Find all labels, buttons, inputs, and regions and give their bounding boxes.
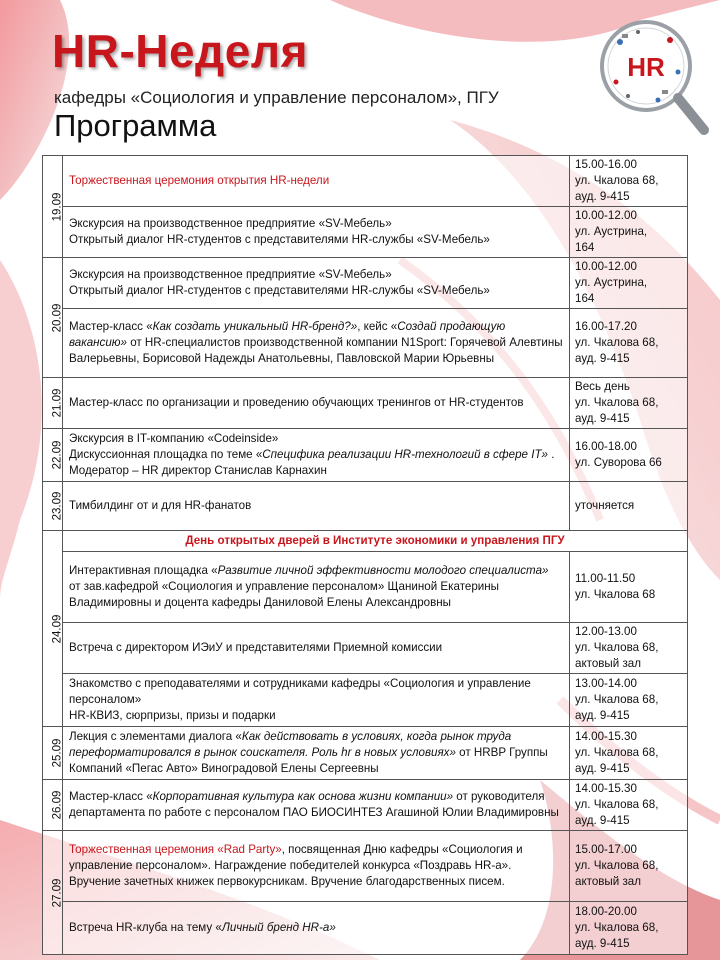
open-day-banner: День открытых дверей в Институте экономики и управления ПГУ: [63, 531, 688, 552]
table-row: [43, 831, 688, 902]
location-cell: [570, 207, 688, 258]
location-cell: [570, 780, 688, 831]
event-time: 13.00-14.00: [575, 677, 637, 690]
program-heading: Программа: [54, 108, 217, 143]
table-row: [43, 552, 688, 623]
date-cell: [43, 378, 63, 429]
event-time: 14.00-15.30: [575, 782, 637, 795]
event-time: 16.00-17.20: [575, 320, 637, 333]
event-text: от HR-специалистов производственной компании N1Sport: Горячевой Алевтины Валерьевны, Борисовой Надежды Анатольевны, Павловской Марии Юрьевны: [69, 336, 563, 365]
event-text: Тимбилдинг от и для HR-фанатов: [69, 499, 252, 512]
event-time: 12.00-13.00: [575, 625, 637, 638]
event-room: актовый зал: [575, 875, 641, 888]
event-room: актовый зал: [575, 657, 641, 670]
event-room: ауд. 9-415: [575, 937, 630, 950]
event-time: 14.00-15.30: [575, 730, 637, 743]
event-room: 164: [575, 292, 595, 305]
event-text: Экскурсия в IT-компанию «Codeinside»: [69, 432, 279, 445]
date-cell: [43, 482, 63, 531]
date-cell: [43, 258, 63, 378]
event-cell: [63, 552, 570, 623]
event-cell: [63, 902, 570, 955]
event-text: Торжественная церемония открытия HR-недели: [69, 174, 330, 187]
date-label: 20.09: [51, 303, 64, 332]
event-place: ул. Чкалова 68,: [575, 641, 659, 654]
date-label: 22.09: [51, 440, 64, 470]
event-place: ул. Чкалова 68,: [575, 746, 659, 759]
date-cell: [43, 429, 63, 482]
event-place: ул. Чкалова 68,: [575, 798, 659, 811]
event-room: ауд. 9-415: [575, 412, 630, 425]
event-cell: [63, 623, 570, 674]
event-room: ауд. 9-415: [575, 190, 630, 203]
event-text: Встреча с директором ИЭиУ и представителями Приемной комиссии: [69, 641, 443, 654]
event-cell: [63, 482, 570, 531]
date-label: 21.09: [51, 388, 64, 418]
date-cell: [43, 156, 63, 258]
event-cell: [63, 156, 570, 207]
page-subtitle: кафедры «Социология и управление персоналом», ПГУ: [54, 88, 499, 107]
event-text: Знакомство с преподавателями и сотрудниками кафедры «Социология и управление персоналом»: [69, 677, 531, 706]
event-text-italic: Корпоративная культура как основа жизни компании»: [152, 790, 454, 803]
event-place: ул. Аустрина,: [575, 225, 648, 238]
event-time: 10.00-12.00: [575, 260, 637, 273]
location-cell: [570, 429, 688, 482]
location-cell: [570, 378, 688, 429]
event-time: 15.00-16.00: [575, 158, 637, 171]
event-text: от зав.кафедрой «Социология и управление персоналом» Щаниной Екатерины Владимировны и доцента кафедры Даниловой Елены Александровны: [69, 580, 499, 609]
page-title: HR-Неделя: [52, 25, 308, 77]
event-place: ул. Чкалова 68,: [575, 693, 659, 706]
event-time: Весь день: [575, 380, 630, 393]
table-row: [43, 902, 688, 955]
location-cell: [570, 258, 688, 309]
event-text: Открытый диалог HR-студентов с представителями HR-службы «SV-Мебель»: [69, 284, 490, 297]
event-room: ауд. 9-415: [575, 709, 630, 722]
date-cell: [43, 831, 63, 955]
table-row: [43, 531, 688, 552]
event-place: ул. Чкалова 68: [575, 588, 656, 601]
event-room: ауд. 9-415: [575, 352, 630, 365]
table-row: [43, 674, 688, 727]
event-room: ауд. 9-415: [575, 814, 630, 827]
event-text-italic: Специфика реализации HR-технологий в сфере IT»: [262, 448, 548, 461]
table-row: [43, 258, 688, 309]
event-time: 15.00-17.00: [575, 843, 637, 856]
event-time: 16.00-18.00: [575, 440, 637, 453]
table-row: [43, 156, 688, 207]
event-cell: [63, 727, 570, 780]
event-text: Интерактивная площадка «: [69, 564, 218, 577]
event-place: ул. Чкалова 68,: [575, 396, 659, 409]
event-text-italic: Личный бренд HR-а»: [221, 921, 336, 934]
table-row: [43, 780, 688, 831]
location-cell: [570, 674, 688, 727]
event-place: ул. Чкалова 68,: [575, 859, 659, 872]
event-text: Лекция с элементами диалога «: [69, 730, 242, 743]
event-room: 164: [575, 241, 595, 254]
table-row: [43, 309, 688, 378]
location-cell: [570, 902, 688, 955]
event-text: HR-КВИЗ, сюрпризы, призы и подарки: [69, 709, 276, 722]
date-cell: [43, 727, 63, 780]
event-text-italic: Развитие личной эффективности молодого специалиста»: [217, 564, 549, 577]
date-label: 24.09: [51, 614, 64, 643]
event-text: от руководителя департамента по работе с персоналом ПАО БИОСИНТЕЗ Агашиной Юлии Владимировны: [69, 790, 559, 819]
date-label: 27.09: [51, 878, 64, 907]
event-time: 10.00-12.00: [575, 209, 637, 222]
date-label: 26.09: [51, 790, 64, 820]
table-row: [43, 482, 688, 531]
event-place: ул. Суворова 66: [575, 456, 662, 469]
event-text: , посвященная Дню кафедры «Социология и управление персоналом». Награждение победителей конкурса «Поздравь HR-а». Вручение зачетных книжек первокурсникам. Вручение благодарственных писем.: [69, 843, 523, 888]
location-cell: [570, 727, 688, 780]
event-text: Мастер-класс «: [69, 320, 153, 333]
event-text-italic: Как создать уникальный HR-бренд?»: [152, 320, 358, 333]
event-text-italic: Как действовать в условиях, когда рынок труда переформатировался в рынок соискателя. Роль hr в новых условиях»: [69, 730, 512, 759]
location-cell: [570, 831, 688, 902]
event-text: Открытый диалог HR-студентов с представителями HR-службы «SV-Мебель»: [69, 233, 490, 246]
event-cell: [63, 309, 570, 378]
event-text: , кейс «: [357, 320, 398, 333]
table-row: [43, 429, 688, 482]
event-cell: [63, 207, 570, 258]
event-cell: [63, 378, 570, 429]
event-text: Экскурсия на производственное предприятие «SV-Мебель»: [69, 268, 392, 281]
event-text: Дискуссионная площадка по теме «: [69, 448, 263, 461]
event-time: 18.00-20.00: [575, 905, 637, 918]
table-row: [43, 727, 688, 780]
date-label: 19.09: [51, 192, 64, 221]
event-cell: [63, 831, 570, 902]
event-text: Мастер-класс «: [69, 790, 153, 803]
date-cell: [43, 531, 63, 727]
logo-text: HR: [627, 52, 665, 82]
date-cell: [43, 780, 63, 831]
event-text: Встреча HR-клуба на тему «: [69, 921, 222, 934]
event-cell: [63, 429, 570, 482]
event-place: ул. Чкалова 68,: [575, 921, 659, 934]
event-cell: [63, 780, 570, 831]
event-place: ул. Чкалова 68,: [575, 336, 659, 349]
event-time: уточняется: [575, 499, 635, 512]
date-label: 25.09: [51, 738, 64, 768]
event-text: от HRBP Группы Компаний «Пегас Авто» Виноградовой Елены Сергеевны: [69, 746, 548, 775]
location-cell: [570, 156, 688, 207]
event-text: . Модератор – HR директор Станислав Карнахин: [69, 448, 555, 477]
location-cell: [570, 552, 688, 623]
event-room: ауд. 9-415: [575, 762, 630, 775]
event-text: Мастер-класс по организации и проведению обучающих тренингов от HR-студентов: [69, 396, 524, 409]
location-cell: [570, 623, 688, 674]
table-row: [43, 378, 688, 429]
event-place: ул. Аустрина,: [575, 276, 648, 289]
table-row: [43, 623, 688, 674]
event-time: 11.00-11.50: [575, 572, 636, 585]
event-text: Экскурсия на производственное предприятие «SV-Мебель»: [69, 217, 392, 230]
date-label: 23.09: [51, 491, 64, 521]
event-place: ул. Чкалова 68,: [575, 174, 659, 187]
event-cell: [63, 258, 570, 309]
location-cell: [570, 482, 688, 531]
schedule-table: [42, 155, 688, 955]
table-row: [43, 207, 688, 258]
event-text-italic: Создай продающую вакансию»: [69, 320, 506, 349]
event-text-highlight: Торжественная церемония «Rad Party»: [69, 843, 282, 856]
event-cell: [63, 674, 570, 727]
hr-magnifier-logo: [598, 12, 710, 140]
location-cell: [570, 309, 688, 378]
